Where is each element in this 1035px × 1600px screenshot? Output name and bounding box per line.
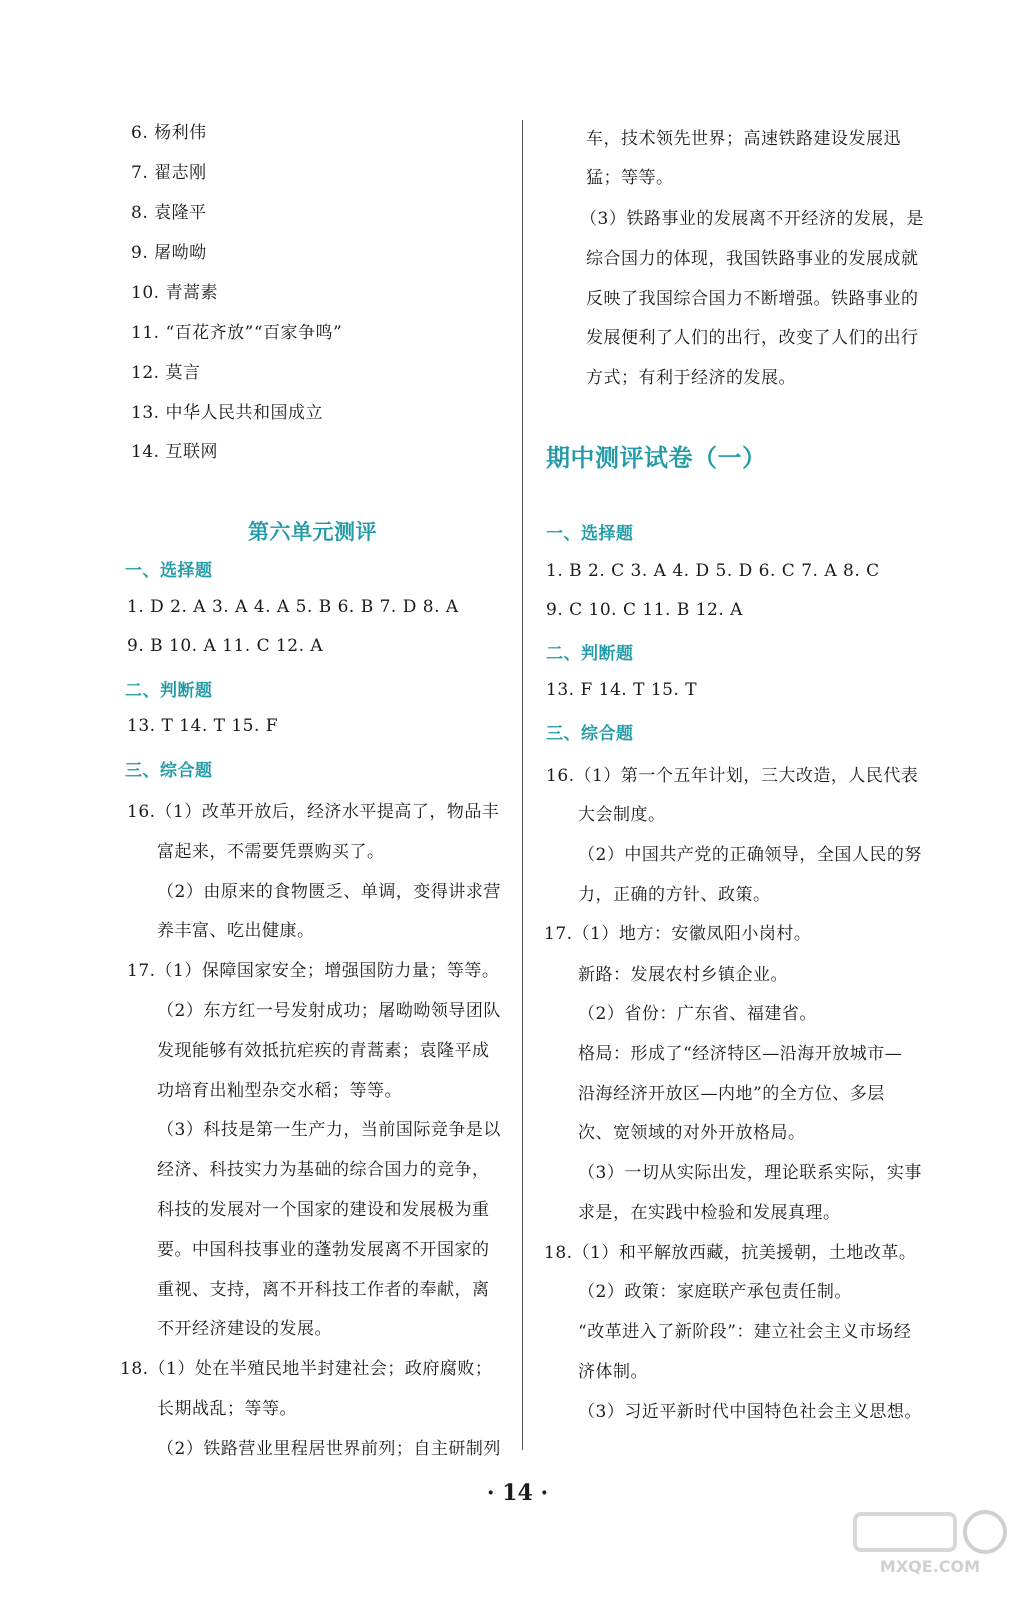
answer-line: 格局：形成了“经济特区—沿海开放城市— <box>578 1044 903 1064</box>
section-heading-judge: 二、判断题 <box>125 681 213 701</box>
list-item: 14. 互联网 <box>131 442 218 462</box>
answer-line: （3）铁路事业的发展离不开经济的发展，是 <box>580 209 924 229</box>
list-item: 9. 屠呦呦 <box>131 243 207 263</box>
answer-line: 沿海经济开放区—内地”的全方位、多层 <box>578 1084 885 1104</box>
answer-line: 发现能够有效抵抗疟疾的青蒿素；袁隆平成 <box>157 1041 490 1061</box>
answer-line: 17.（1）保障国家安全；增强国防力量；等等。 <box>127 961 500 981</box>
answer-line: 济体制。 <box>578 1362 648 1382</box>
answer-line: 方式；有利于经济的发展。 <box>586 368 796 388</box>
choice-answers-row: 9. B 10. A 11. C 12. A <box>127 636 324 656</box>
choice-answers-row: 1. B 2. C 3. A 4. D 5. D 6. C 7. A 8. C <box>546 561 880 581</box>
answer-line: 富起来，不需要凭票购买了。 <box>157 842 385 862</box>
answer-line: 经济、科技实力为基础的综合国力的竞争， <box>157 1160 490 1180</box>
answer-line: 求是，在实践中检验和发展真理。 <box>578 1203 841 1223</box>
answer-line: “改革进入了新阶段”：建立社会主义市场经 <box>578 1322 912 1342</box>
answer-line: 17.（1）地方：安徽凤阳小岗村。 <box>544 924 812 944</box>
answer-line: 猛；等等。 <box>586 168 674 188</box>
answer-line: 不开经济建设的发展。 <box>157 1319 332 1339</box>
answer-line: （2）中国共产党的正确领导，全国人民的努 <box>578 845 922 865</box>
answer-line: 反映了我国综合国力不断增强。铁路事业的 <box>586 289 919 309</box>
answer-line: 要。中国科技事业的蓬勃发展离不开国家的 <box>157 1240 490 1260</box>
section-heading-comprehensive: 三、综合题 <box>546 724 634 744</box>
answer-line: 新路：发展农村乡镇企业。 <box>578 965 788 985</box>
answer-line: （3）科技是第一生产力，当前国际竞争是以 <box>157 1120 501 1140</box>
answer-line: 18.（1）和平解放西藏，抗美援朝，土地改革。 <box>544 1243 917 1263</box>
answer-line: （2）东方红一号发射成功；屠呦呦领导团队 <box>157 1001 501 1021</box>
unit-title: 第六单元测评 <box>248 520 377 544</box>
answer-line: 养丰富、吃出健康。 <box>157 921 315 941</box>
section-heading-choice: 一、选择题 <box>125 561 213 581</box>
answer-line: 发展便利了人们的出行，改变了人们的出行 <box>586 328 919 348</box>
answer-line: 长期战乱；等等。 <box>157 1399 297 1419</box>
list-item: 8. 袁隆平 <box>131 203 207 223</box>
section-heading-judge: 二、判断题 <box>546 644 634 664</box>
answer-line: 次、宽领域的对外开放格局。 <box>578 1123 806 1143</box>
column-divider <box>522 120 523 1450</box>
section-heading-choice: 一、选择题 <box>546 524 634 544</box>
answer-line: 车，技术领先世界；高速铁路建设发展迅 <box>586 129 901 149</box>
list-item: 13. 中华人民共和国成立 <box>131 403 323 423</box>
page-number: · 14 · <box>486 1480 549 1506</box>
list-item: 7. 翟志刚 <box>131 163 207 183</box>
answer-line: （3）一切从实际出发，理论联系实际，实事 <box>578 1163 922 1183</box>
answer-line: （2）省份：广东省、福建省。 <box>578 1004 817 1024</box>
list-item: 6. 杨利伟 <box>131 123 207 143</box>
answer-line: （2）铁路营业里程居世界前列；自主研制列 <box>157 1439 501 1459</box>
answer-line: 力，正确的方针、政策。 <box>578 885 771 905</box>
watermark-text: MXQE.COM <box>879 1557 981 1576</box>
list-item: 12. 莫言 <box>131 363 201 383</box>
choice-answers-row: 9. C 10. C 11. B 12. A <box>546 600 743 620</box>
section-heading-comprehensive: 三、综合题 <box>125 761 213 781</box>
judge-answers-row: 13. F 14. T 15. T <box>546 680 698 700</box>
answer-line: 18.（1）处在半殖民地半封建社会；政府腐败； <box>120 1359 493 1379</box>
answer-line: 重视、支持，离不开科技工作者的奉献，离 <box>157 1280 490 1300</box>
answer-line: （2）由原来的食物匮乏、单调，变得讲求营 <box>157 882 501 902</box>
exam-title: 期中测评试卷（一） <box>546 444 767 472</box>
answer-line: （2）政策：家庭联产承包责任制。 <box>578 1282 852 1302</box>
judge-answers-row: 13. T 14. T 15. F <box>127 716 279 736</box>
answer-line: 大会制度。 <box>578 805 666 825</box>
answer-line: 功培育出籼型杂交水稻；等等。 <box>157 1081 402 1101</box>
watermark-logo <box>845 1500 1015 1580</box>
answer-line: 科技的发展对一个国家的建设和发展极为重 <box>157 1200 490 1220</box>
list-item: 11. “百花齐放”“百家争鸣” <box>131 323 343 343</box>
watermark-icon <box>845 1500 1015 1580</box>
list-item: 10. 青蒿素 <box>131 283 218 303</box>
answer-line: （3）习近平新时代中国特色社会主义思想。 <box>578 1402 922 1422</box>
answer-line: 综合国力的体现，我国铁路事业的发展成就 <box>586 249 919 269</box>
answer-line: 16.（1）改革开放后，经济水平提高了，物品丰 <box>127 802 500 822</box>
answer-line: 16.（1）第一个五年计划，三大改造，人民代表 <box>546 766 919 786</box>
choice-answers-row: 1. D 2. A 3. A 4. A 5. B 6. B 7. D 8. A <box>127 597 459 617</box>
